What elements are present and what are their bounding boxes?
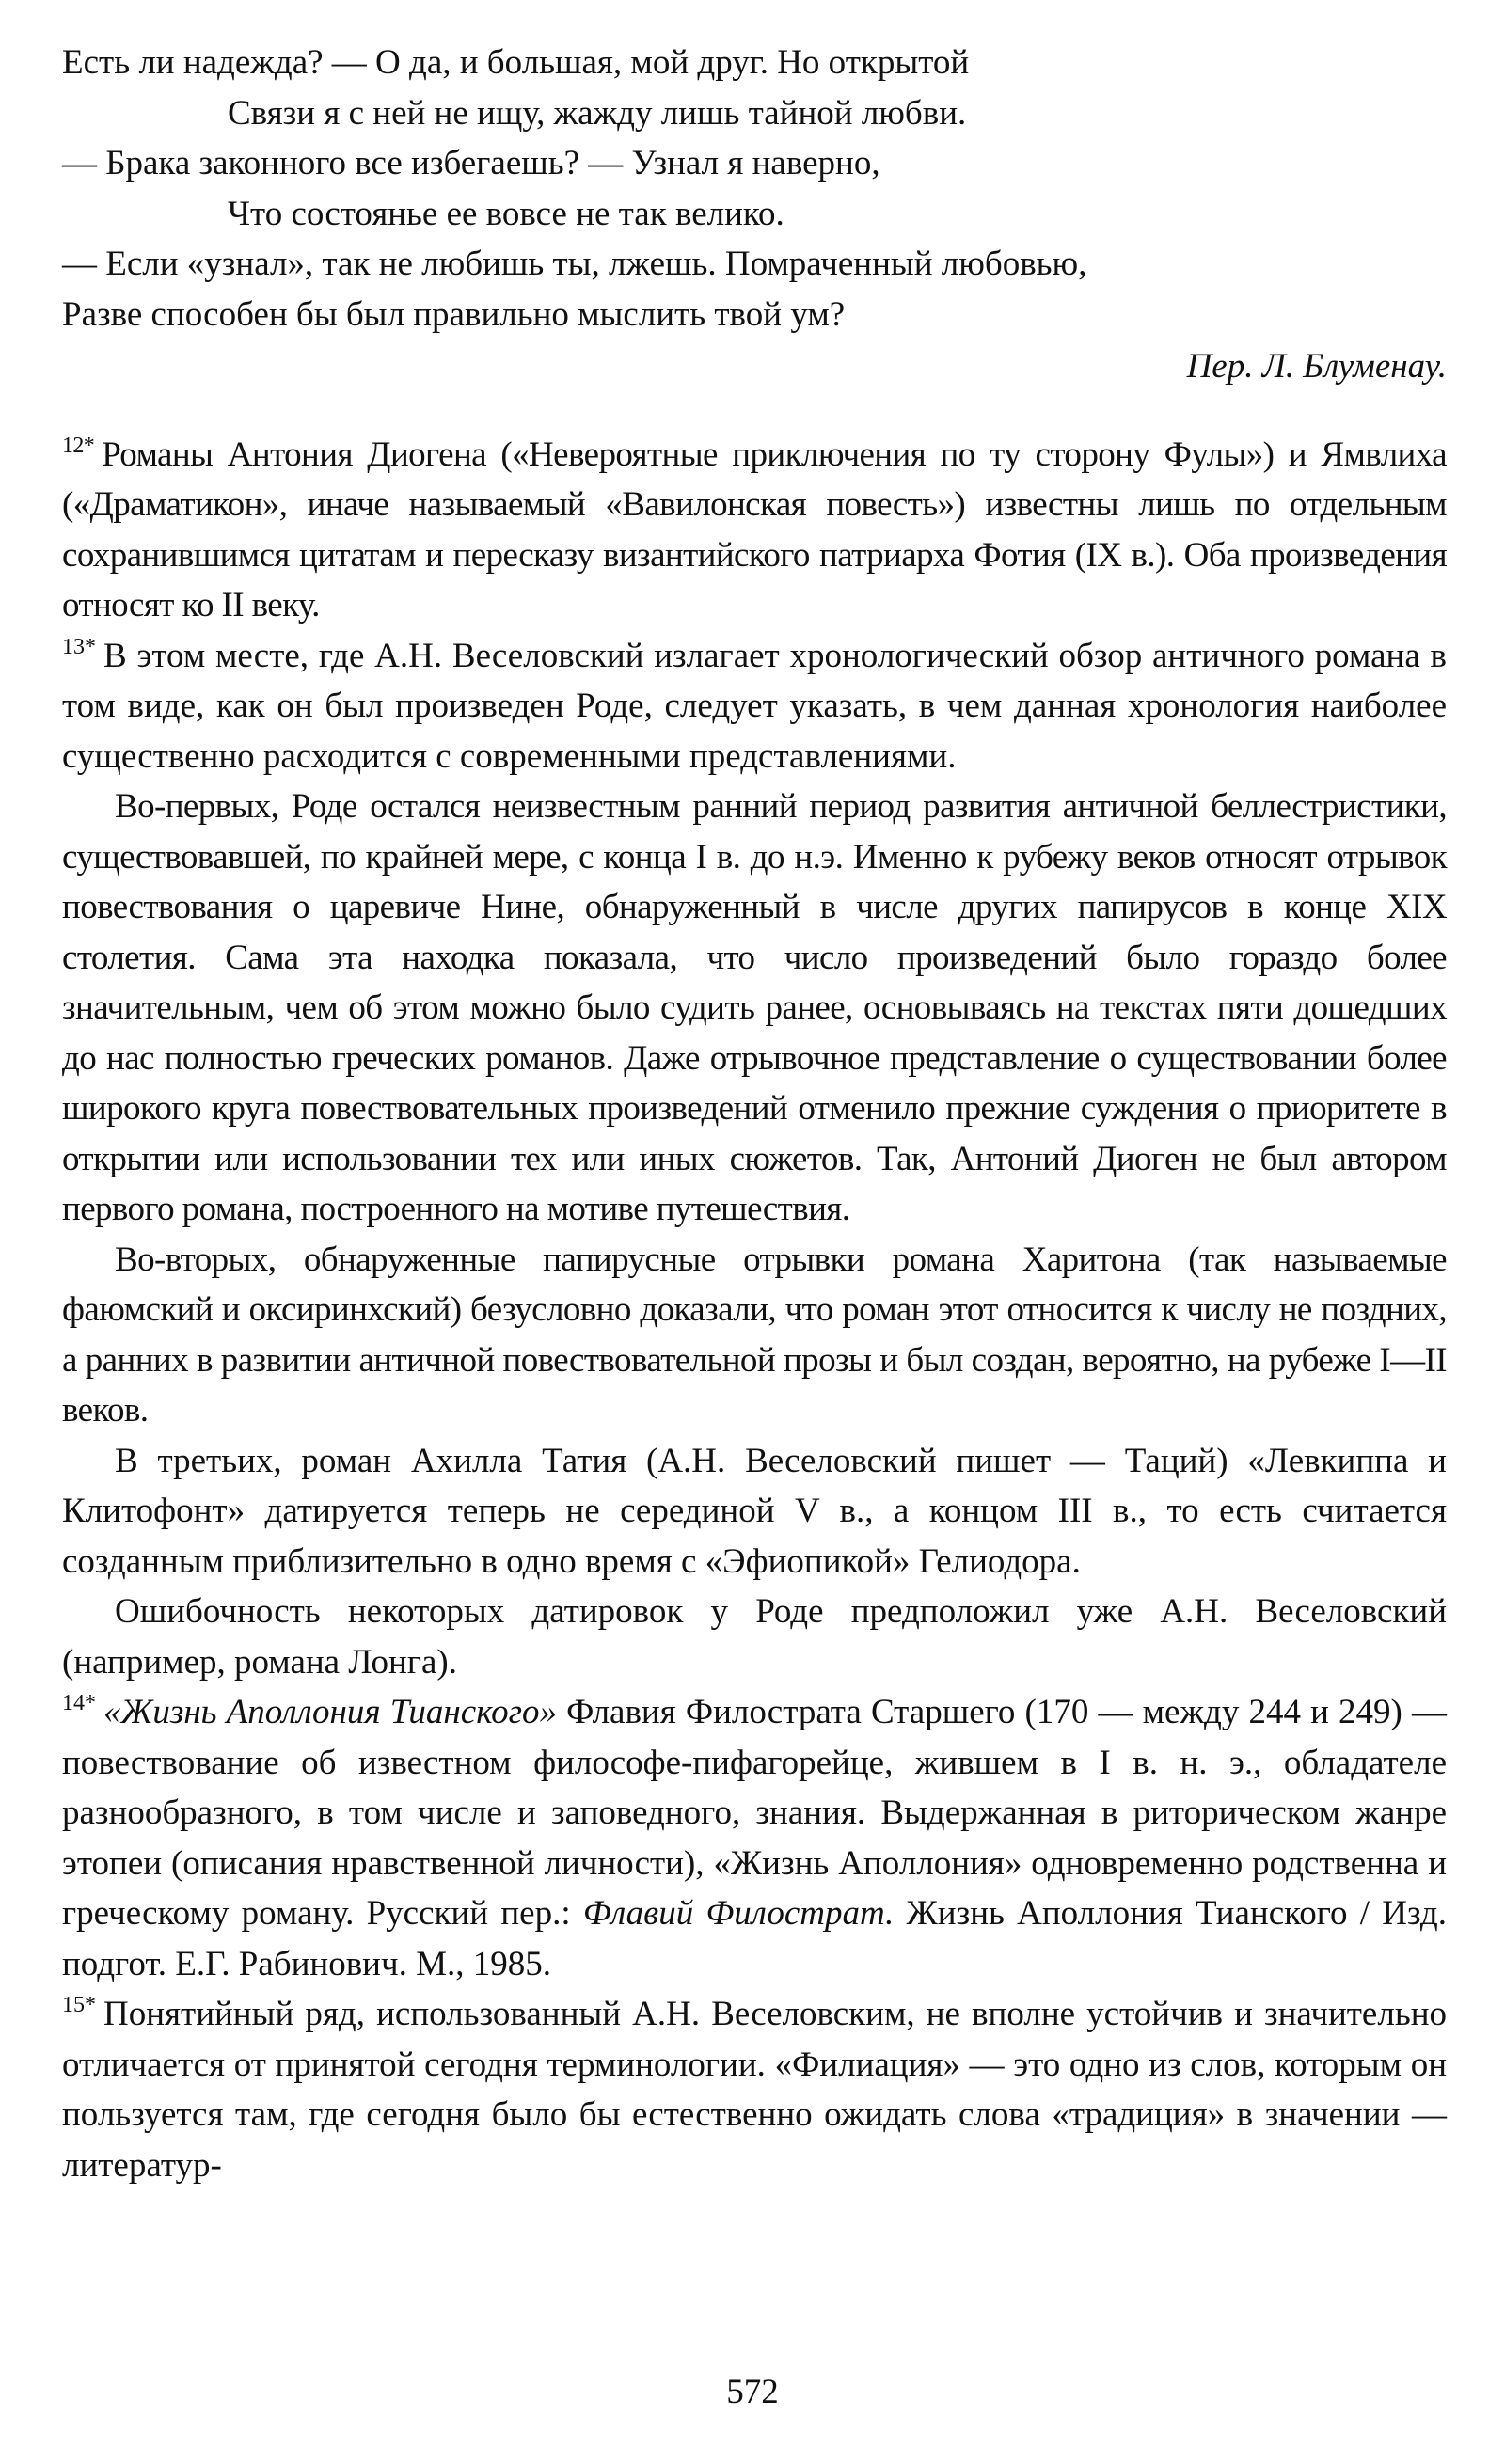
footnote-paragraph: Во-первых, Роде остался неизвестным ранний период развития античной беллестристики, существовавшей, по крайней мере, с конца I в. до н.э. Именно к рубежу веков относят отрывок повествования о царевиче Нине, обнаруженный в числе других папирусов в конце XIX столетия. Сама эта находка показала, что число произведений было гораздо более значительным, чем об этом можно было судить ранее, основываясь на текстах пяти дошедших до нас полностью греческих романов. Даже отрывочное представление о существовании более широкого круга повествовательных произведений отменило прежние суждения о приоритете в открытии или использовании тех или иных сюжетов. Так, Антоний Диоген не был автором первого романа, построенного на мотиве путешествия. bbox=[62, 787, 1447, 1228]
footnote-paragraph: Во-вторых, обнаруженные папирусные отрывки романа Харитона (так называемые фаюмский и оксиринхский) безусловно доказали, что роман этот относится к числу не поздних, а ранних в развитии античной повествовательной прозы и был создан, вероятно, на рубеже I—II веков. bbox=[62, 1240, 1447, 1429]
footnote-15 bbox=[62, 1989, 1447, 2190]
footnote-13 bbox=[62, 631, 1447, 782]
footnote-text: Понятийный ряд, использованный А.Н. Веселовским, не вполне устойчив и значительно отличается от принятой сегодня терминологии. «Филиация» — это одно из слов, которым он пользуется там, где сегодня было бы естественно ожидать слова «традиция» в значении — литератур- bbox=[62, 1995, 1447, 2185]
footnote-text: В этом месте, где А.Н. Веселовский излагает хронологический обзор античного романа в том виде, как он был произведен Роде, следует указать, в чем данная хронология наиболее существенно расходится с современными представлениями. bbox=[62, 636, 1447, 776]
poem-line: Есть ли надежда? — О да, и большая, мой друг. Но открытой bbox=[62, 43, 970, 82]
poem-line: — Если «узнал», так не любишь ты, лжешь. Помраченный любовью, bbox=[62, 245, 1087, 283]
footnote-marker: 13* bbox=[62, 634, 96, 659]
footnote-marker: 12* bbox=[62, 433, 95, 458]
author-name: Флавий Филострат. bbox=[582, 1894, 895, 1933]
page-number: 572 bbox=[726, 2373, 779, 2411]
poem-quote bbox=[62, 38, 1447, 392]
footnote-12 bbox=[62, 430, 1447, 631]
translator-attribution: Пер. Л. Блуменау. bbox=[1186, 347, 1447, 386]
poem-line: Связи я с ней не ищу, жажду лишь тайной любви. bbox=[228, 93, 967, 133]
footnote-14 bbox=[62, 1687, 1447, 1989]
footnote-paragraph: В третьих, роман Ахилла Татия (А.Н. Веселовский пишет — Таций) «Левкиппа и Клитофонт» датируется теперь не серединой V в., а концом III в., то есть считается созданным приблизительно в одно время с «Эфиопикой» Гелиодора. bbox=[62, 1441, 1447, 1581]
footnote-paragraph: Ошибочность некоторых датировок у Роде предположил уже А.Н. Веселовский (например, романа Лонга). bbox=[62, 1592, 1447, 1682]
footnote-text: Флавия Филострата Старшего (170 — между 244 и 249) — повествование об известном философе-пифагорейце, жившем в I в. н. э., обладателе разнообразного, в том числе и заповедного, знания. Выдержанная в риторическом жанре этопеи (описания нравственной личности), «Жизнь Аполлония» одновременно родственна и греческому роману. Русский пер.: bbox=[62, 1693, 1447, 1933]
poem-line: — Брака законного все избегаешь? — Узнал я наверно, bbox=[62, 144, 880, 182]
footnote-marker: 15* bbox=[62, 1993, 96, 2017]
poem-line: Разве способен бы был правильно мыслить твой ум? bbox=[62, 294, 846, 334]
footnote-text: Романы Антония Диогена («Невероятные приключения по ту сторону Фулы») и Ямвлиха («Драматикон», иначе называемый «Вавилонская повесть») известны лишь по отдельным сохранившимся цитатам и пересказу византийского патриарха Фотия (IX в.). Оба произведения относят ко II веку. bbox=[62, 434, 1447, 624]
footnote-marker: 14* bbox=[62, 1691, 96, 1715]
poem-line: Что состоянье ее вовсе не так велико. bbox=[228, 194, 784, 233]
book-title: «Жизнь Аполлония Тианского» bbox=[103, 1693, 558, 1731]
footnote-text: Жизнь Аполлония Тианского / Изд. подгот. Е.Г. Рабинович. М., 1985. bbox=[62, 1894, 1448, 1983]
page-body bbox=[62, 38, 1447, 2190]
